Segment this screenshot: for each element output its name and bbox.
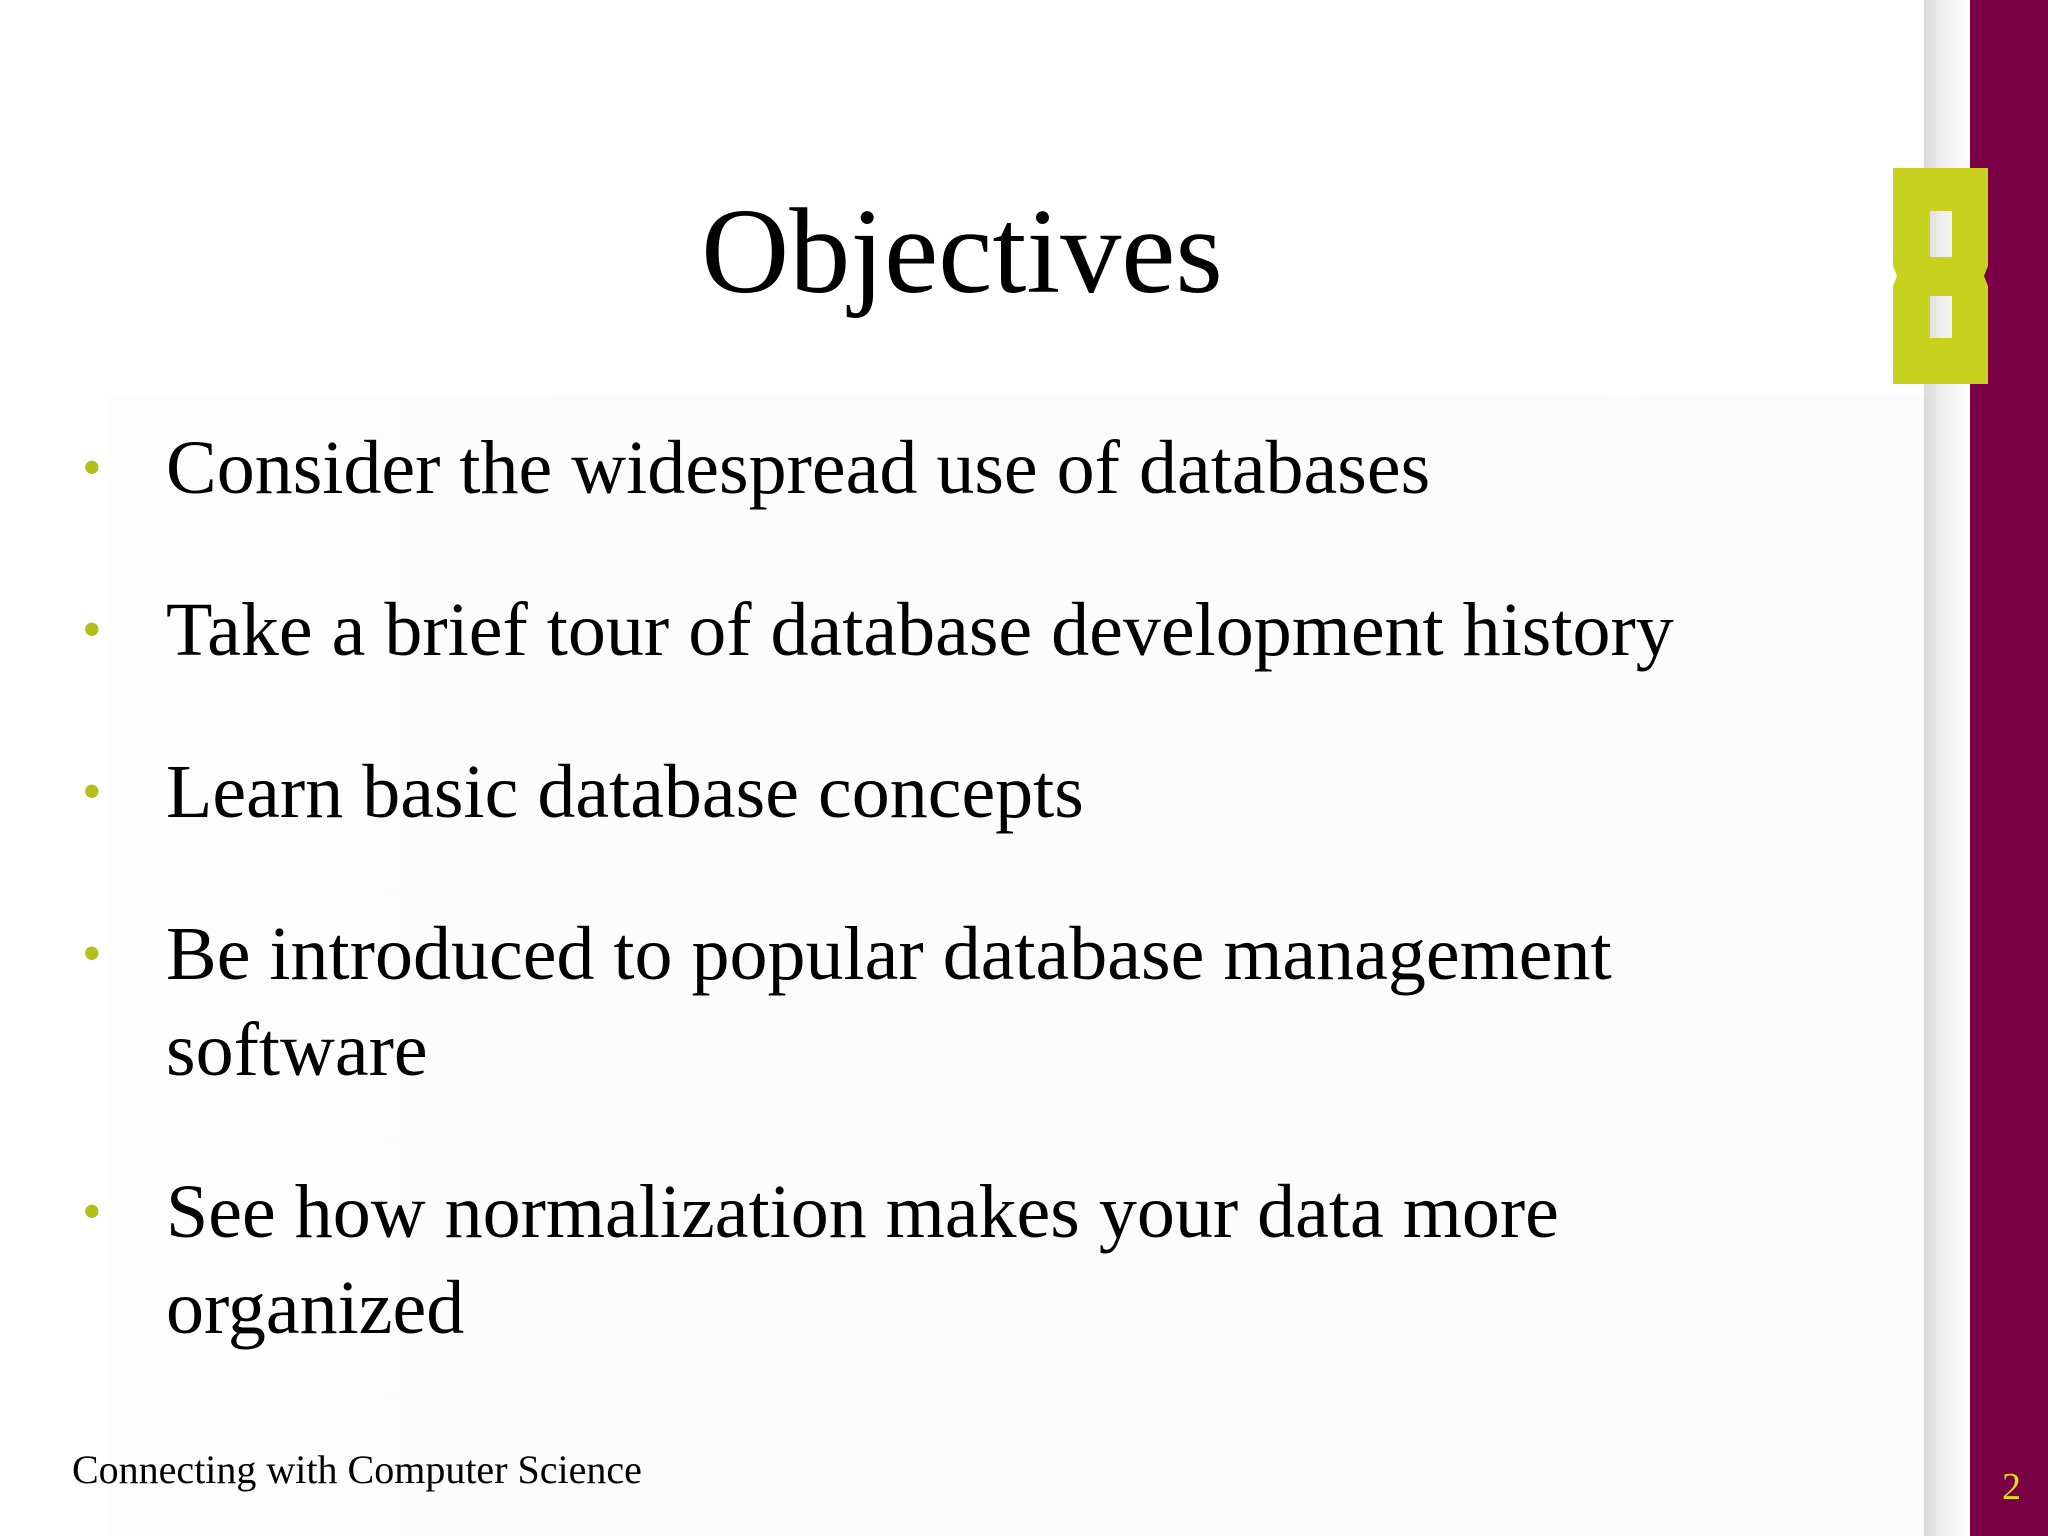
bullet-icon: • bbox=[82, 761, 102, 823]
bullet-icon: • bbox=[82, 599, 102, 661]
list-item bbox=[82, 906, 1842, 1098]
bullet-text: Be introduced to popular database management software bbox=[166, 912, 1612, 1092]
bullet-text: See how normalization makes your data more organized bbox=[166, 1170, 1559, 1350]
bullet-text: Take a brief tour of database development history bbox=[166, 588, 1674, 672]
list-item bbox=[82, 582, 1842, 678]
bullet-icon: • bbox=[82, 1181, 102, 1243]
list-item bbox=[82, 420, 1842, 516]
bullet-text: Learn basic database concepts bbox=[166, 750, 1084, 834]
footer-text: Connecting with Computer Science bbox=[72, 1447, 642, 1492]
list-item bbox=[82, 1164, 1842, 1356]
bullet-text: Consider the widespread use of databases bbox=[166, 426, 1431, 510]
list-item bbox=[82, 744, 1842, 840]
bullet-icon: • bbox=[82, 923, 102, 985]
page-number: 2 bbox=[2002, 1466, 2021, 1508]
objectives-list bbox=[82, 420, 1842, 1422]
slide-title: Objectives bbox=[701, 184, 1223, 319]
bullet-icon: • bbox=[82, 437, 102, 499]
